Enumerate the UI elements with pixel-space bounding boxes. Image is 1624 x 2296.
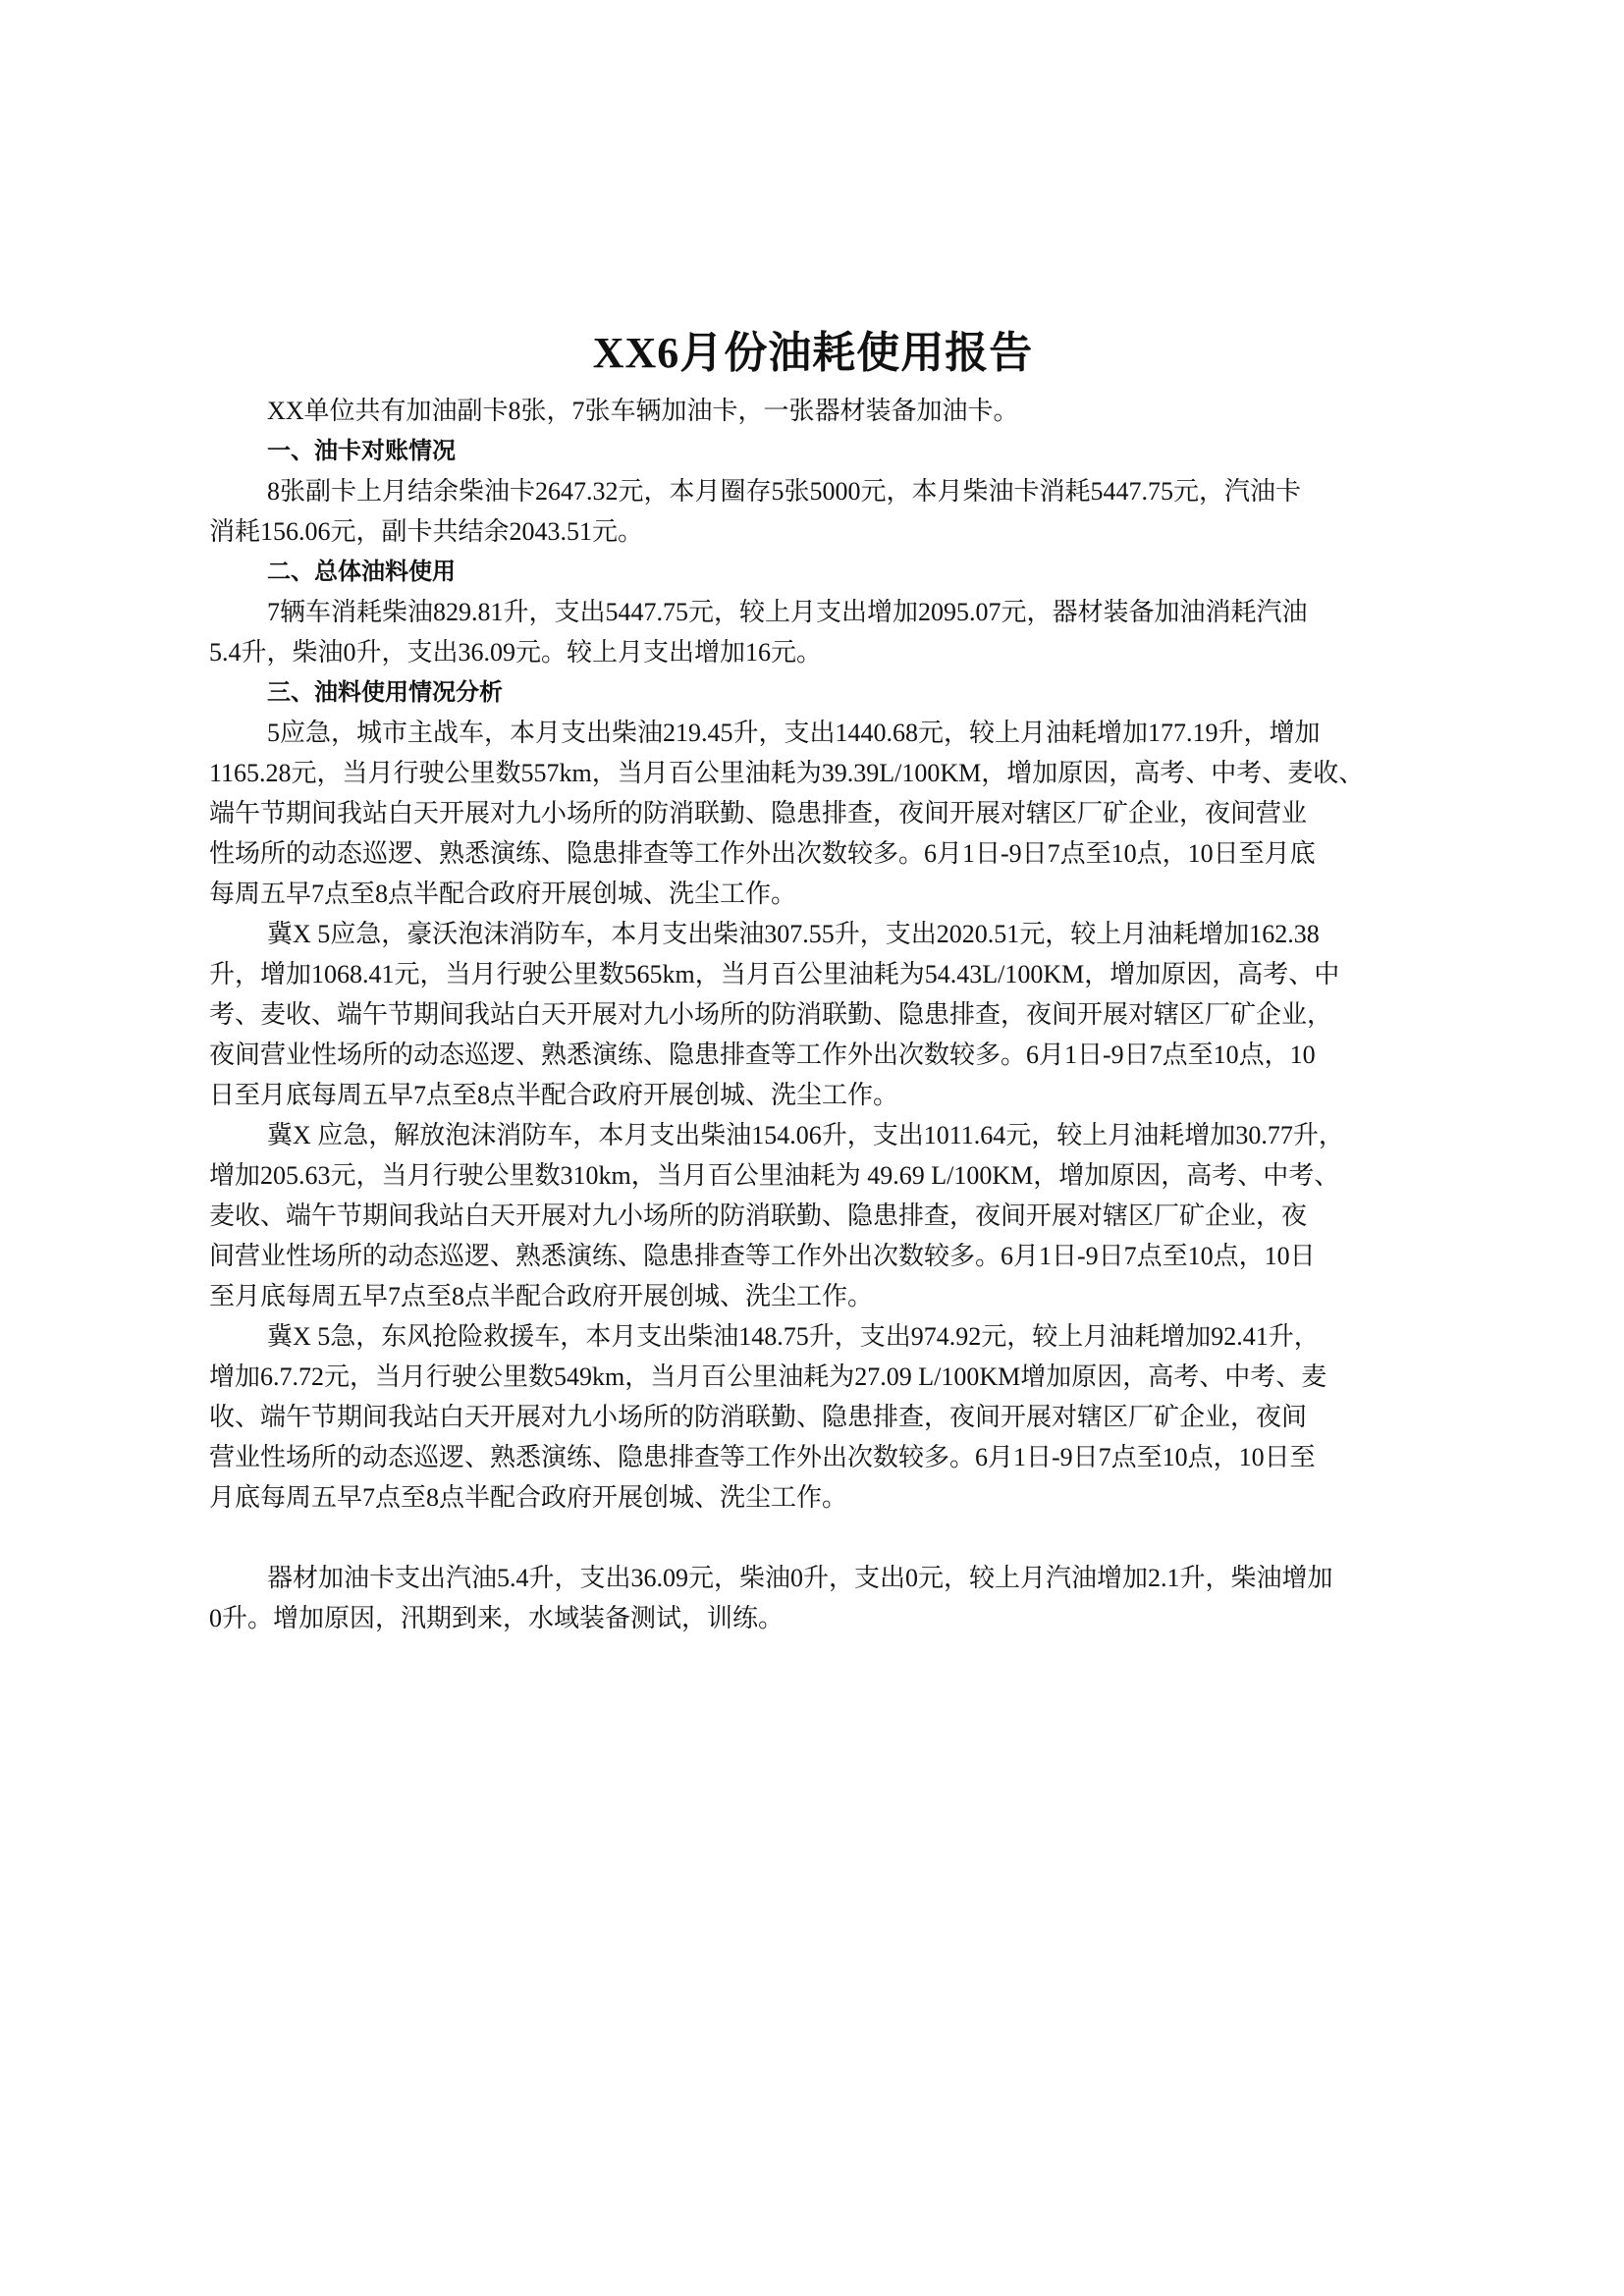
paragraph-equipment-card bbox=[209, 1558, 1417, 1638]
spacer bbox=[209, 1518, 1417, 1558]
paragraph-line: 性场所的动态巡逻、熟悉演练、隐患排查等工作外出次数较多。6月1日-9日7点至10点，10日至月底 bbox=[209, 839, 1316, 868]
paragraph-line: 营业性场所的动态巡逻、熟悉演练、隐患排查等工作外出次数较多。6月1日-9日7点至10点，10日至 bbox=[209, 1443, 1316, 1471]
paragraph-vehicle-4 bbox=[209, 1316, 1417, 1518]
paragraph-line: 冀X 应急，解放泡沫消防车，本月支出柴油154.06升，支出1011.64元，较上月油耗增加30.77升， bbox=[267, 1121, 1344, 1149]
paragraph-line: 0升。增加原因，汛期到来，水域装备测试，训练。 bbox=[209, 1604, 785, 1632]
paragraph-line: 器材加油卡支出汽油5.4升，支出36.09元，柴油0升，支出0元，较上月汽油增加2.1升，柴油增加 bbox=[267, 1564, 1333, 1592]
paragraph-line: 冀X 5急，东风抢险救援车，本月支出柴油148.75升，支出974.92元，较上月油耗增加92.41升， bbox=[267, 1322, 1320, 1351]
paragraph-line: 1165.28元，当月行驶公里数557km，当月百公里油耗为39.39L/100KM，增加原因，高考、中考、麦收、 bbox=[209, 759, 1365, 787]
paragraph-line: 日至月底每周五早7点至8点半配合政府开展创城、洗尘工作。 bbox=[209, 1081, 899, 1109]
paragraph-line: 收、端午节期间我站白天开展对九小场所的防消联勤、隐患排查，夜间开展对辖区厂矿企业，夜间 bbox=[209, 1403, 1308, 1431]
paragraph-line: 考、麦收、端午节期间我站白天开展对九小场所的防消联勤、隐患排查，夜间开展对辖区厂矿企业， bbox=[209, 1000, 1333, 1029]
paragraph-line: 5.4升，柴油0升，支出36.09元。较上月支出增加16元。 bbox=[209, 638, 823, 667]
section-heading-3: 三、油料使用情况分析 bbox=[267, 678, 503, 706]
paragraph-line: 至月底每周五早7点至8点半配合政府开展创城、洗尘工作。 bbox=[209, 1282, 874, 1310]
section-heading-2: 二、总体油料使用 bbox=[267, 558, 456, 585]
paragraph-line: 增加205.63元，当月行驶公里数310km，当月百公里油耗为 49.69 L/100KM，增加原因，高考、中考、 bbox=[209, 1161, 1340, 1190]
paragraph-line: 月底每周五早7点至8点半配合政府开展创城、洗尘工作。 bbox=[209, 1483, 848, 1512]
paragraph-vehicle-3 bbox=[209, 1115, 1417, 1316]
paragraph-vehicle-2 bbox=[209, 914, 1417, 1115]
paragraph-line: 升，增加1068.41元，当月行驶公里数565km，当月百公里油耗为54.43L/100KM，增加原因，高考、中 bbox=[209, 960, 1340, 988]
paragraph-line: 每周五早7点至8点半配合政府开展创城、洗尘工作。 bbox=[209, 880, 797, 908]
intro-text: XX单位共有加油副卡8张，7张车辆加油卡，一张器材装备加油卡。 bbox=[267, 397, 1019, 425]
paragraph-line: 增加6.7.72元，当月行驶公里数549km，当月百公里油耗为27.09 L/100KM增加原因，高考、中考、麦 bbox=[209, 1362, 1327, 1391]
document-page bbox=[209, 324, 1417, 1638]
paragraph-line: 夜间营业性场所的动态巡逻、熟悉演练、隐患排查等工作外出次数较多。6月1日-9日7点至10点，10 bbox=[209, 1041, 1316, 1069]
paragraph-line: 7辆车消耗柴油829.81升，支出5447.75元，较上月支出增加2095.07元，器材装备加油消耗汽油 bbox=[267, 598, 1308, 626]
paragraph-card-reconciliation bbox=[209, 471, 1417, 552]
paragraph-overall-usage bbox=[209, 592, 1417, 672]
paragraph-line: 间营业性场所的动态巡逻、熟悉演练、隐患排查等工作外出次数较多。6月1日-9日7点至10点，10日 bbox=[209, 1242, 1316, 1270]
paragraph-line: 麦收、端午节期间我站白天开展对九小场所的防消联勤、隐患排查，夜间开展对辖区厂矿企业，夜 bbox=[209, 1201, 1308, 1230]
paragraph-vehicle-1 bbox=[209, 713, 1417, 914]
document-title: XX6月份油耗使用报告 bbox=[592, 329, 1034, 377]
paragraph-line: 5应急，城市主战车，本月支出柴油219.45升，支出1440.68元，较上月油耗增加177.19升，增加 bbox=[267, 719, 1321, 747]
paragraph-line: 消耗156.06元，副卡共结余2043.51元。 bbox=[209, 517, 644, 546]
paragraph-line: 端午节期间我站白天开展对九小场所的防消联勤、隐患排查，夜间开展对辖区厂矿企业，夜间营业 bbox=[209, 799, 1308, 828]
paragraph-line: 8张副卡上月结余柴油卡2647.32元，本月圈存5张5000元，本月柴油卡消耗5447.75元，汽油卡 bbox=[267, 477, 1302, 506]
paragraph-line: 冀X 5应急，豪沃泡沫消防车，本月支出柴油307.55升，支出2020.51元，较上月油耗增加162.38 bbox=[267, 920, 1320, 948]
section-heading-1: 一、油卡对账情况 bbox=[267, 437, 456, 464]
